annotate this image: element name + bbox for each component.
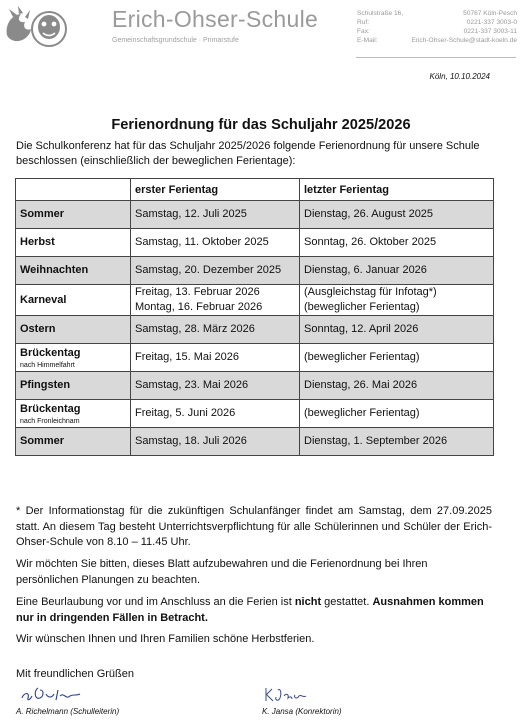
holiday-name: Weihnachten: [20, 264, 89, 276]
last-day-cell: [300, 316, 494, 344]
last-day-cell: [300, 400, 494, 428]
table-row: [16, 400, 494, 428]
table-row: [16, 229, 494, 257]
first-day-text: Samstag, 18. Juli 2026: [135, 435, 247, 447]
last-day-text: Sonntag, 12. April 2026: [304, 323, 419, 335]
holiday-name: Sommer: [20, 208, 65, 220]
last-day-cell: [300, 344, 494, 372]
last-day-text: (beweglicher Ferientag): [304, 351, 420, 363]
first-day-cell: [131, 229, 300, 257]
holiday-name: Brückentag: [20, 402, 81, 415]
holiday-name-cell: [16, 257, 131, 285]
first-day-cell: [131, 344, 300, 372]
intro-paragraph: Die Schulkonferenz hat für das Schuljahr 2025/2026 folgende Ferienordnung für unsere Schule beschlossen (einschließlich der beweglichen Ferientage):: [16, 140, 480, 167]
table-row: [16, 285, 494, 316]
signer-vice-principal: K. Jansa (Konrektorin): [262, 707, 342, 716]
last-day-cell: [300, 428, 494, 456]
table-row: [16, 201, 494, 229]
last-day-text: Dienstag, 1. September 2026: [304, 435, 448, 447]
holiday-name-cell: [16, 229, 131, 257]
holiday-note: nach Himmelfahrt: [20, 361, 75, 369]
holiday-name-cell: [16, 372, 131, 400]
contact-block: [357, 9, 517, 45]
last-day-text: Dienstag, 6. Januar 2026: [304, 264, 427, 276]
contact-phone: Ruf: 0221-337 3003-0: [357, 19, 517, 26]
table-row: [16, 257, 494, 285]
footnote-paragraph: * Der Informationstag für die zukünftigen Schulanfänger findet am Samstag, dem 27.09.2025 statt. An diesem Tag besteht Unterrichtsverpflichtung für alle Schülerinnen und Schüler der Erich-Ohser-Schule von 8.10 – 11.45 Uhr.: [16, 505, 492, 548]
first-day-text: Montag, 16. Februar 2026: [135, 301, 263, 313]
last-day-text: Dienstag, 26. August 2025: [304, 208, 434, 220]
closing-greeting: Mit freundlichen Grüßen: [16, 668, 134, 680]
signature-richelmann: [18, 684, 88, 704]
first-day-cell: [131, 257, 300, 285]
request-paragraph: Wir möchten Sie bitten, dieses Blatt aufzubewahren und die Ferienordnung bei Ihren persönlichen Planungen zu beachten.: [16, 558, 428, 586]
letter-date: Köln, 10.10.2024: [429, 72, 490, 81]
table-row: [16, 344, 494, 372]
first-day-cell: [131, 285, 300, 316]
wishes-paragraph: Wir wünschen Ihnen und Ihren Familien schöne Herbstferien.: [16, 633, 315, 645]
last-day-cell: [300, 201, 494, 229]
last-day-cell: [300, 229, 494, 257]
table-row: [16, 428, 494, 456]
header-last-day: letzter Ferientag: [300, 179, 494, 201]
holiday-name: Herbst: [20, 236, 55, 248]
last-day-text: Dienstag, 26. Mai 2026: [304, 379, 418, 391]
last-day-text: (beweglicher Ferientag): [304, 407, 420, 419]
first-day-text: Samstag, 11. Oktober 2025: [135, 236, 269, 248]
holiday-note: nach Fronleichnam: [20, 417, 80, 425]
last-day-text: Sonntag, 26. Oktober 2025: [304, 236, 437, 248]
holiday-name: Karneval: [20, 293, 67, 306]
last-day-cell: [300, 372, 494, 400]
signature-jansa: [262, 684, 314, 704]
first-day-cell: [131, 428, 300, 456]
table-header-row: [16, 179, 494, 201]
table-row: [16, 316, 494, 344]
holiday-name-cell: [16, 285, 131, 316]
holiday-name-cell: [16, 428, 131, 456]
holiday-table: [15, 178, 494, 456]
header-first-day: erster Ferientag: [131, 179, 300, 201]
last-day-text: (beweglicher Ferientag): [304, 301, 420, 313]
contact-fax: Fax: 0221-337 3003-11: [357, 28, 517, 35]
holiday-name-cell: [16, 344, 131, 372]
page-title: Ferienordnung für das Schuljahr 2025/2026: [111, 117, 411, 133]
holiday-name-cell: [16, 400, 131, 428]
last-day-cell: [300, 257, 494, 285]
first-day-cell: [131, 400, 300, 428]
holiday-table-body: [16, 201, 494, 456]
first-day-text: Samstag, 20. Dezember 2025: [135, 264, 282, 276]
school-logo: [3, 5, 103, 51]
contact-address: Schulstraße 16, 50767 Köln-Pesch: [357, 10, 517, 17]
first-day-text: Samstag, 12. Juli 2025: [135, 208, 247, 220]
signer-principal: A. Richelmann (Schulleiterin): [16, 707, 120, 716]
first-day-text: Samstag, 28. März 2026: [135, 323, 255, 335]
holiday-name-cell: [16, 201, 131, 229]
leave-paragraph: Eine Beurlaubung vor und im Anschluss an die Ferien ist nicht gestattet. Ausnahmen kommen nur in dringenden Fällen in Betracht.: [16, 596, 484, 624]
school-subtitle: Gemeinschaftsgrundschule · Primarstufe: [112, 37, 239, 44]
last-day-cell: [300, 285, 494, 316]
first-day-text: Freitag, 15. Mai 2026: [135, 351, 239, 363]
table-row: [16, 372, 494, 400]
first-day-cell: [131, 372, 300, 400]
holiday-name: Ostern: [20, 323, 56, 335]
first-day-text: Freitag, 13. Februar 2026: [135, 286, 260, 298]
header-divider: [356, 57, 516, 58]
contact-email: E-Mail: Erich-Ohser-Schule@stadt-koeln.de: [357, 37, 517, 44]
header-holiday: [16, 179, 131, 201]
last-day-text: (Ausgleichstag für Infotag*): [304, 286, 437, 298]
school-name: Erich-Ohser-Schule: [112, 6, 319, 32]
first-day-text: Freitag, 5. Juni 2026: [135, 407, 236, 419]
holiday-name: Pfingsten: [20, 379, 71, 391]
holiday-name: Sommer: [20, 435, 65, 447]
first-day-text: Samstag, 23. Mai 2026: [135, 379, 249, 391]
first-day-cell: [131, 316, 300, 344]
holiday-name: Brückentag: [20, 346, 81, 359]
first-day-cell: [131, 201, 300, 229]
holiday-name-cell: [16, 316, 131, 344]
